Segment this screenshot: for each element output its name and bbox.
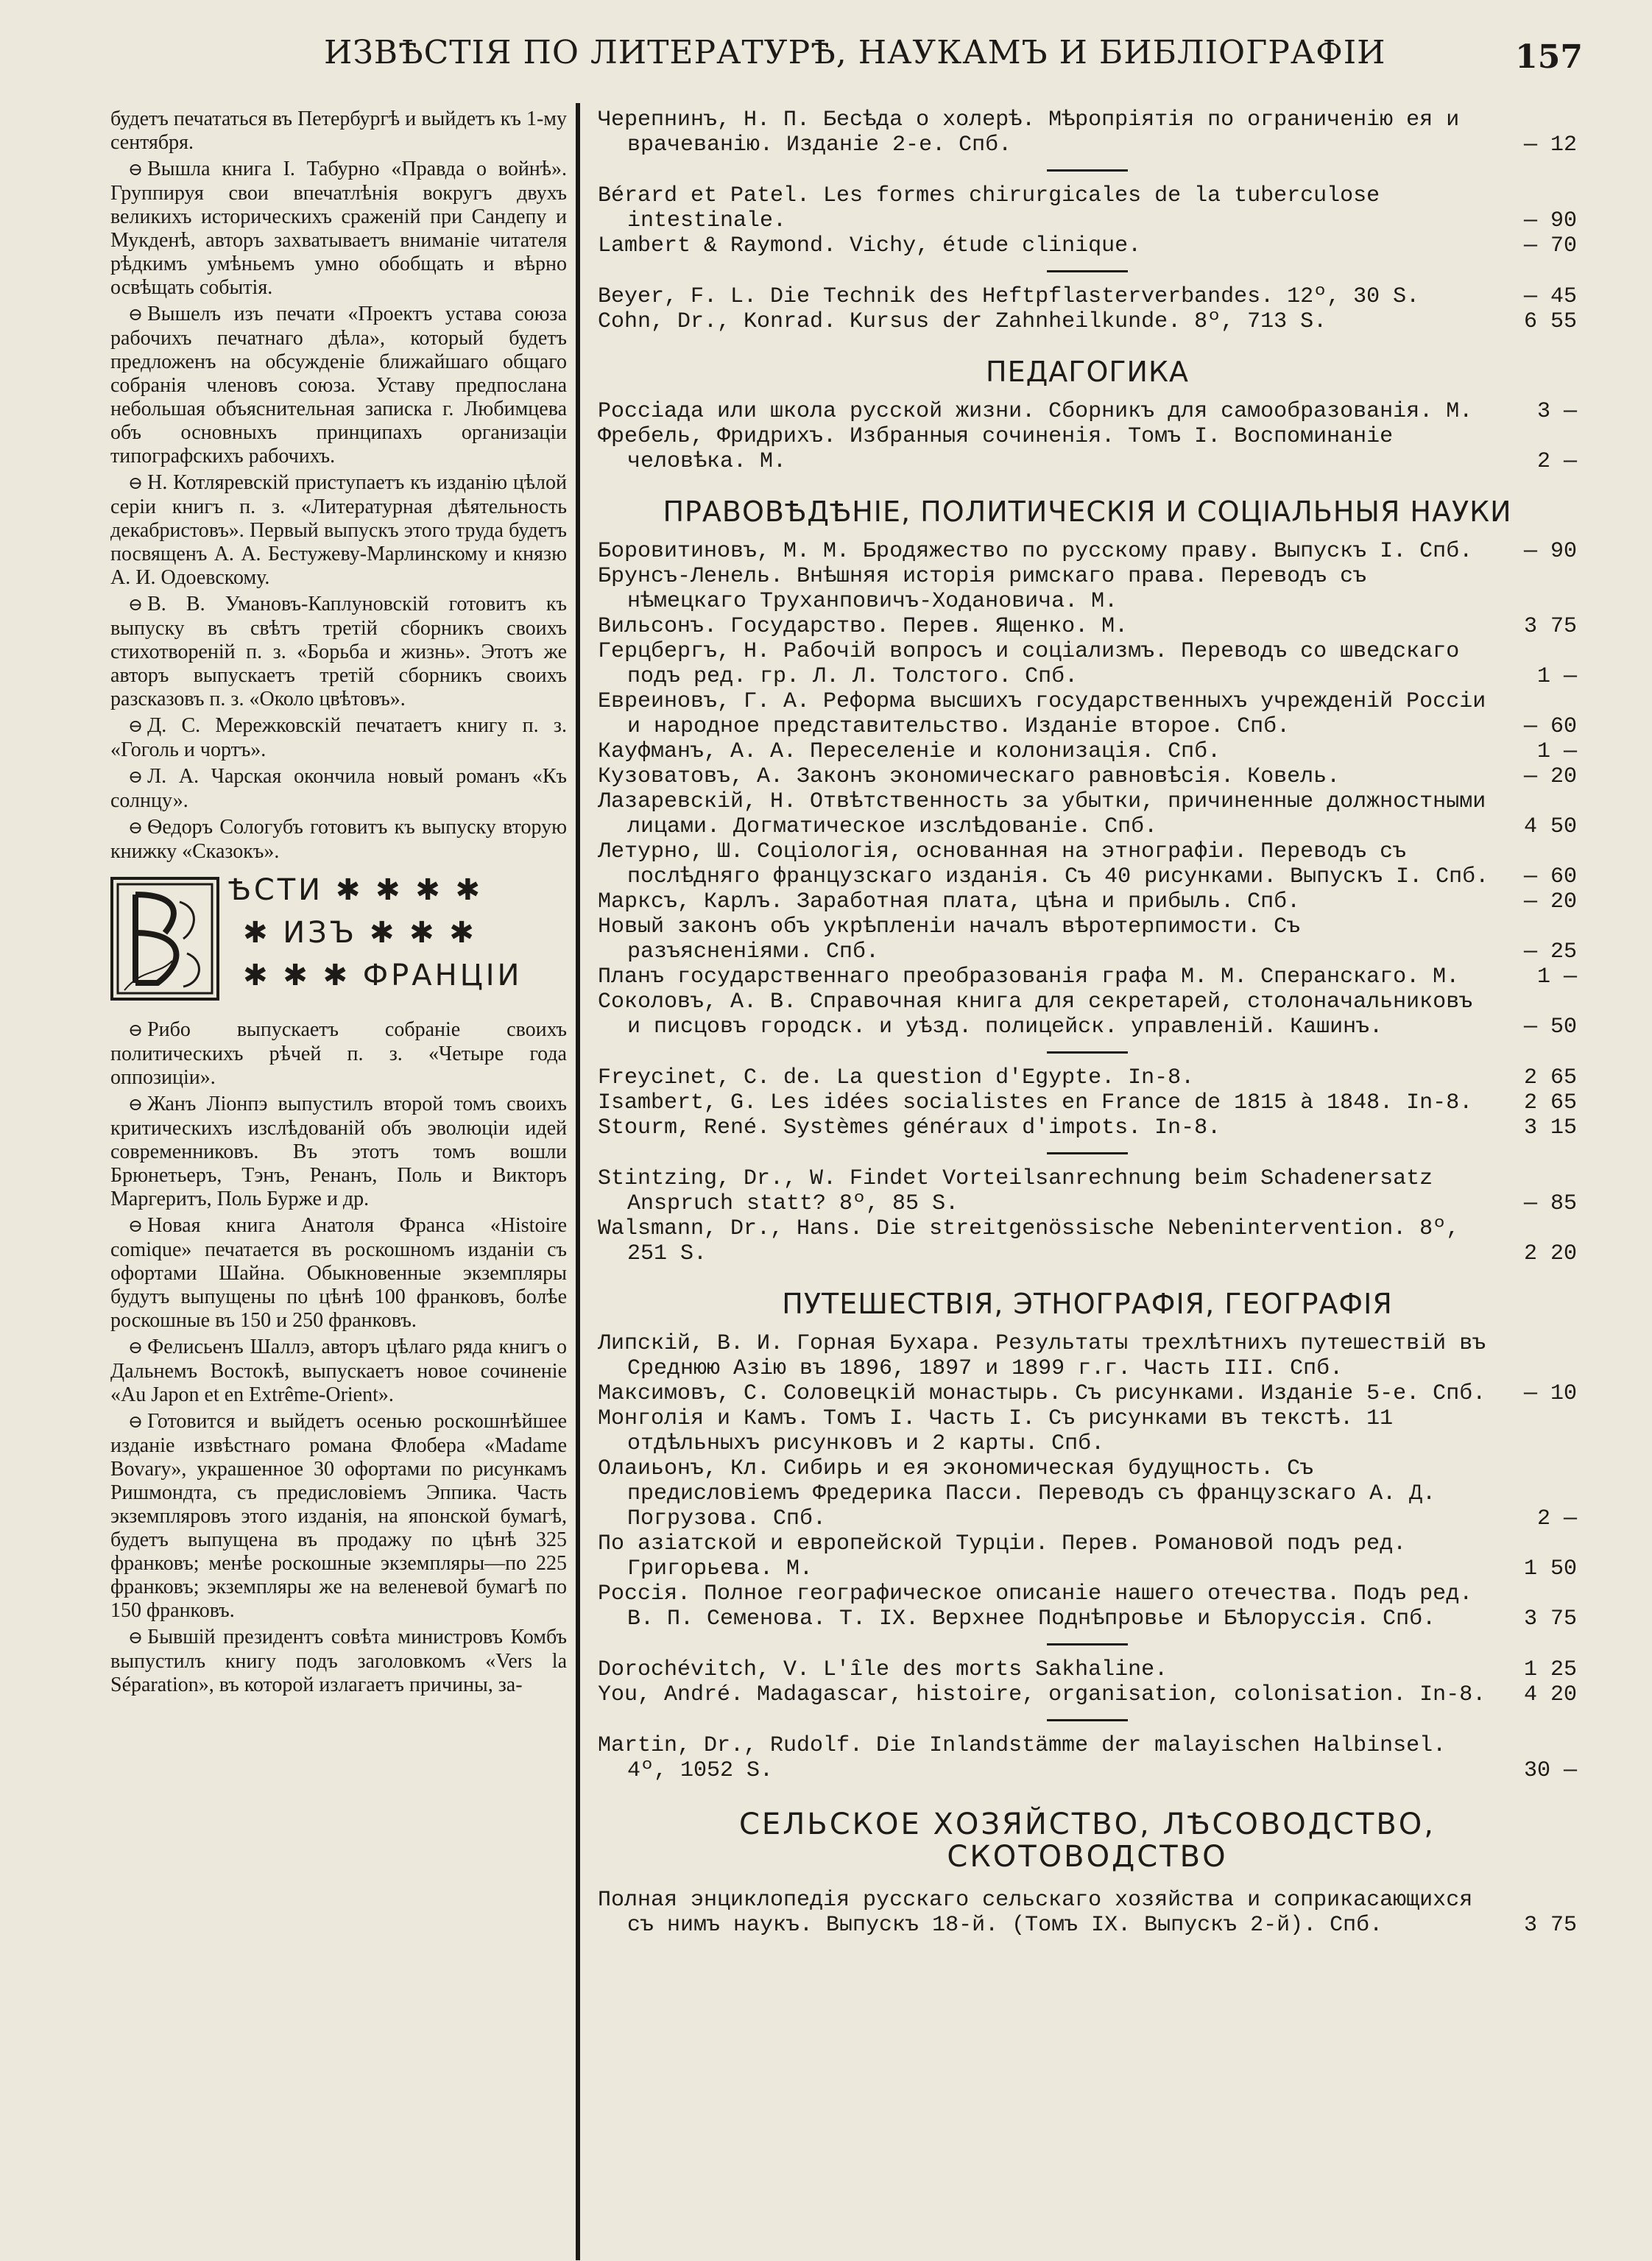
- entry-price: — 60: [1523, 864, 1577, 889]
- separator: [1047, 1152, 1128, 1154]
- book-entry: [598, 309, 1577, 334]
- page-number: 157: [1515, 38, 1583, 76]
- bullet-icon: ⊖: [128, 161, 144, 180]
- news-text: Ѳедоръ Сологубъ готовитъ къ выпуску вторую книжку «Сказокъ».: [110, 816, 567, 863]
- news-item: [110, 714, 567, 762]
- section-heading-agriculture: СЕЛЬСКОЕ ХОЗЯЙСТВО, ЛѢСОВОДСТВО, СКОТОВОДСТВО: [739, 1807, 1436, 1874]
- vesti-line-3: ✱ ✱ ✱ ФРАНЦІИ: [243, 959, 523, 992]
- entry-text: Летурно, Ш. Соціологія, основанная на этнографіи. Переводъ съ послѣдняго французскаго изданія. Съ 40 рисунками. Выпускъ І. Спб.: [598, 839, 1489, 889]
- book-entry: [598, 1090, 1577, 1115]
- entry-price: 3 75: [1523, 614, 1577, 639]
- entry-text: Максимовъ, С. Соловецкій монастырь. Съ рисунками. Изданіе 5-е. Спб.: [598, 1381, 1486, 1406]
- entry-text: Соколовъ, А. В. Справочная книга для секретарей, столоначальниковъ и писцовъ городск. и уѣзд. полицейск. управленій. Кашинъ.: [598, 990, 1473, 1040]
- news-item: [110, 1214, 567, 1333]
- entry-text: Боровитиновъ, М. М. Бродяжество по русскому праву. Выпускъ І. Спб.: [598, 539, 1473, 564]
- book-entry: [598, 789, 1577, 839]
- bullet-icon: ⊖: [128, 819, 144, 838]
- entry-text: Martin, Dr., Rudolf. Die Inlandstämme der malayischen Halbinsel. 4º, 1052 S.: [598, 1733, 1447, 1783]
- news-item: [110, 303, 567, 468]
- news-text: Новая книга Анатоля Франса «Histoire comique» печатается въ роскошномъ изданіи съ офортами Шайна. Обыкновенные экземпляры будутъ выпущены по цѣнѣ 100 франковъ, болѣе роскошные въ 150 и 250 франковъ.: [110, 1214, 567, 1332]
- book-entry: [598, 539, 1577, 564]
- book-entry: [598, 639, 1577, 689]
- entry-text: Россіада или школа русской жизни. Сборникъ для самообразованія. М.: [598, 399, 1473, 424]
- entry-price: 3 75: [1523, 1606, 1577, 1632]
- bibliography-column: [598, 107, 1577, 1938]
- news-item: [110, 1093, 567, 1211]
- book-entry: [598, 839, 1577, 889]
- book-entry: [598, 399, 1577, 424]
- book-entry: [598, 764, 1577, 789]
- entry-text: Walsmann, Dr., Hans. Die streitgenössische Nebenintervention. 8º, 251 S.: [598, 1216, 1460, 1266]
- entry-price: 3 —: [1536, 399, 1577, 424]
- news-item: [110, 158, 567, 300]
- book-entry: [598, 964, 1577, 990]
- entry-price: 6 55: [1523, 309, 1577, 334]
- book-entry: [598, 1065, 1577, 1090]
- page-header: [110, 28, 1612, 80]
- entry-price: 1 25: [1523, 1657, 1577, 1682]
- entry-price: — 10: [1523, 1381, 1577, 1406]
- entry-price: 3 75: [1523, 1913, 1577, 1938]
- entry-text: Вильсонъ. Государство. Перев. Ященко. М.: [598, 614, 1129, 639]
- entry-price: 2 65: [1523, 1090, 1577, 1115]
- book-entry: [598, 1581, 1577, 1632]
- section-heading-travel: ПУТЕШЕСТВІЯ, ЭТНОГРАФІЯ, ГЕОГРАФІЯ: [782, 1288, 1393, 1320]
- entry-text: You, André. Madagascar, histoire, organisation, colonisation. In-8.: [598, 1682, 1486, 1707]
- bullet-icon: ⊖: [128, 474, 144, 493]
- bullet-icon: ⊖: [128, 1217, 144, 1236]
- book-entry: [598, 739, 1577, 764]
- entry-text: Cohn, Dr., Konrad. Kursus der Zahnheilkunde. 8º, 713 S.: [598, 309, 1327, 334]
- entry-price: — 50: [1523, 1015, 1577, 1040]
- section-heading-pedagogy: ПЕДАГОГИКА: [986, 356, 1189, 388]
- entry-text: Bérard et Patel. Les formes chirurgicales de la tuberculose intestinale.: [598, 183, 1380, 233]
- entry-text: Брунсъ-Ленель. Внѣшняя исторія римскаго права. Переводъ съ нѣмецкаго Труханповичъ-Ходановича. М.: [598, 564, 1367, 614]
- news-text: В. В. Умановъ-Каплуновскій готовитъ къ выпуску въ свѣтъ третій сборникъ своихъ стихотвореній п. з. «Борьба и жизнь». Этотъ же авторъ выпускаетъ третій сборникъ своихъ разсказовъ п. з. «Около цвѣтовъ».: [110, 593, 567, 710]
- separator: [1047, 169, 1128, 172]
- entry-text: Черепнинъ, Н. П. Бесѣда о холерѣ. Мѣропріятія по ограниченію ея и врачеванію. Изданіе 2-е. Спб.: [598, 107, 1460, 158]
- book-entry: [598, 990, 1577, 1040]
- news-item: [110, 593, 567, 711]
- entry-text: Полная энциклопедія русскаго сельскаго хозяйства и соприкасающихся съ нимъ наукъ. Выпускъ 18-й. (Томъ IX. Выпускъ 2-й). Спб.: [598, 1888, 1473, 1938]
- book-entry: [598, 614, 1577, 639]
- entry-price: 1 —: [1536, 964, 1577, 990]
- entry-text: Липскій, В. И. Горная Бухара. Результаты трехлѣтнихъ путешествій въ Среднюю Азію въ 1896, 1897 и 1899 г.г. Часть III. Спб.: [598, 1331, 1486, 1381]
- news-text: Готовится и выйдетъ осенью роскошнѣйшее изданіе извѣстнаго романа Флобера «Madame Bovary», украшенное 30 офортами по рисункамъ Ришмондта, съ предисловіемъ Эппика. Часть экземпляровъ этого изданія, на японской бумагѣ, будетъ выпущена въ продажу по цѣнѣ 325 франковъ; менѣе роскошные экземпляры—по 225 франковъ; экземпляры же на веленевой бумагѣ по 150 франковъ.: [110, 1410, 567, 1622]
- entry-price: — 25: [1523, 939, 1577, 964]
- entry-price: 2 20: [1523, 1241, 1577, 1266]
- bullet-icon: ⊖: [128, 596, 144, 615]
- entry-price: 2 —: [1536, 1506, 1577, 1531]
- bullet-icon: ⊖: [128, 306, 144, 325]
- vesti-line-1: ѢСТИ ✱ ✱ ✱ ✱: [228, 873, 484, 907]
- entry-price: — 90: [1523, 208, 1577, 233]
- entry-price: 3 15: [1523, 1115, 1577, 1140]
- book-entry: [598, 689, 1577, 739]
- book-entry: [598, 1657, 1577, 1682]
- book-entry: [598, 1682, 1577, 1707]
- bullet-icon: ⊖: [128, 1338, 144, 1358]
- entry-price: 2 65: [1523, 1065, 1577, 1090]
- entry-price: — 12: [1523, 133, 1577, 158]
- entry-price: 1 50: [1523, 1556, 1577, 1581]
- entry-price: — 45: [1523, 284, 1577, 309]
- news-item: [110, 1018, 567, 1090]
- book-entry: [598, 284, 1577, 309]
- news-text: Вышла книга І. Табурно «Правда о войнѣ». Группируя свои впечатлѣнія вокругъ двухъ великихъ историческихъ сраженій при Сандепу и Мукденѣ, авторъ захватываетъ вниманіе читателя рѣдкимъ умѣньемъ умно обобщать и вѣрно освѣщать событія.: [110, 158, 567, 299]
- book-entry: [598, 1456, 1577, 1531]
- entry-price: — 70: [1523, 233, 1577, 258]
- entry-text: Марксъ, Карлъ. Заработная плата, цѣна и прибыль. Спб.: [598, 889, 1301, 914]
- entry-text: Кузоватовъ, А. Законъ экономическаго равновѣсія. Ковель.: [598, 764, 1341, 789]
- entry-text: Lambert & Raymond. Vichy, étude clinique.: [598, 233, 1142, 258]
- entry-text: Герцбергъ, Н. Рабочій вопросъ и соціализмъ. Переводъ со шведскаго подъ ред. гр. Л. Л. Толстого. Спб.: [598, 639, 1460, 689]
- bullet-icon: ⊖: [128, 1629, 144, 1648]
- entry-text: Isambert, G. Les idées socialistes en France de 1815 à 1848. In-8.: [598, 1090, 1473, 1115]
- column-divider: [576, 103, 580, 2260]
- book-entry: [598, 1733, 1577, 1783]
- news-text: Л. А. Чарская окончила новый романъ «Къ солнцу».: [110, 765, 567, 812]
- news-text: Рибо выпускаетъ собраніе своихъ политическихъ рѣчей п. з. «Четыре года оппозиціи».: [110, 1018, 567, 1089]
- news-item: [110, 1410, 567, 1623]
- entry-price: 4 50: [1523, 814, 1577, 839]
- separator: [1047, 1719, 1128, 1721]
- news-item: [110, 816, 567, 864]
- section-heading-law: ПРАВОВѢДѢНІЕ, ПОЛИТИЧЕСКІЯ И СОЦІАЛЬНЫЯ НАУКИ: [663, 495, 1512, 528]
- news-paragraph: будетъ печататься въ Петербургѣ и выйдетъ къ 1-му сентября.: [110, 107, 567, 154]
- bullet-icon: ⊖: [128, 1096, 144, 1115]
- entry-price: 4 20: [1523, 1682, 1577, 1707]
- bullet-icon: ⊖: [128, 768, 144, 787]
- book-entry: [598, 1115, 1577, 1140]
- bullet-icon: ⊖: [128, 1021, 144, 1040]
- entry-text: Лазаревскій, Н. Отвѣтственность за убытки, причиненные должностными лицами. Догматическое изслѣдованіе. Спб.: [598, 789, 1486, 839]
- entry-price: 1 —: [1536, 739, 1577, 764]
- entry-text: Монголія и Камъ. Томъ І. Часть І. Съ рисунками въ текстѣ. 11 отдѣльныхъ рисунковъ и 2 карты. Спб.: [598, 1406, 1394, 1456]
- entry-price: — 85: [1523, 1191, 1577, 1216]
- news-text: Д. С. Мережковскій печатаетъ книгу п. з. «Гоголь и чортъ».: [110, 714, 567, 761]
- entry-text: По азіатской и европейской Турціи. Перев. Романовой подъ ред. Григорьева. М.: [598, 1531, 1407, 1581]
- book-entry: [598, 889, 1577, 914]
- book-entry: [598, 1888, 1577, 1938]
- news-item: [110, 1336, 567, 1407]
- entry-text: Dorochévitch, V. L'île des morts Sakhaline.: [598, 1657, 1168, 1682]
- entry-text: Планъ государственнаго преобразованія графа М. М. Сперанскаго. М.: [598, 964, 1460, 990]
- entry-text: Кауфманъ, А. А. Переселеніе и колонизація. Спб.: [598, 739, 1221, 764]
- running-title: ИЗВѢСТІЯ ПО ЛИТЕРАТУРѢ, НАУКАМЪ И БИБЛІОГРАФІИ: [324, 34, 1386, 71]
- ornamental-initial-icon: [110, 877, 219, 1001]
- entry-price: 2 —: [1536, 449, 1577, 474]
- entry-price: 30 —: [1523, 1758, 1577, 1783]
- entry-price: — 60: [1523, 714, 1577, 739]
- news-item: [110, 1626, 567, 1697]
- entry-text: Stintzing, Dr., W. Findet Vorteilsanrechnung beim Schadenersatz Anspruch statt? 8º, 85 S.: [598, 1166, 1433, 1216]
- entry-text: Фребель, Фридрихъ. Избранныя сочиненія. Томъ І. Воспоминаніе человѣка. М.: [598, 424, 1394, 474]
- news-item: [110, 765, 567, 813]
- entry-price: — 20: [1523, 764, 1577, 789]
- bullet-icon: ⊖: [128, 717, 144, 736]
- book-entry: [598, 1331, 1577, 1381]
- book-entry: [598, 183, 1577, 233]
- book-entry: [598, 914, 1577, 964]
- entry-text: Новый законъ объ укрѣпленіи началъ вѣротерпимости. Съ разъясненіями. Спб.: [598, 914, 1301, 964]
- book-entry: [598, 1381, 1577, 1406]
- bullet-icon: ⊖: [128, 1413, 144, 1432]
- entry-text: Stourm, René. Systèmes généraux d'impots. In-8.: [598, 1115, 1221, 1140]
- separator: [1047, 1051, 1128, 1054]
- entry-text: Олаиьонъ, Кл. Сибирь и ея экономическая будущность. Съ предисловіемъ Фредерика Пасси. Переводъ съ французскаго А. Д. Погрузова. Спб.: [598, 1456, 1436, 1531]
- separator: [1047, 1643, 1128, 1646]
- news-column: [110, 107, 567, 1700]
- news-text: Бывшій президентъ совѣта министровъ Комбъ выпустилъ книгу подъ заголовкомъ «Vers la Séparation», въ которой излагаетъ причины, за-: [110, 1626, 567, 1696]
- vesti-line-2: ✱ ИЗЪ ✱ ✱ ✱: [243, 916, 477, 950]
- book-entry: [598, 1216, 1577, 1266]
- book-entry: [598, 107, 1577, 158]
- entry-text: Freycinet, C. de. La question d'Egypte. In-8.: [598, 1065, 1195, 1090]
- news-text: Вышелъ изъ печати «Проектъ устава союза рабочихъ печатнаго дѣла», который будетъ предложенъ на обсужденіе ближайшаго общаго собранія членовъ союза. Уставу предпослана небольшая объяснительная записка г. Любимцева объ основныхъ принципахъ организаціи типографскихъ рабочихъ.: [110, 303, 567, 468]
- entry-price: — 90: [1523, 539, 1577, 564]
- ornament-graphic: [113, 880, 216, 998]
- book-entry: [598, 233, 1577, 258]
- entry-text: Beyer, F. L. Die Technik des Heftpflasterverbandes. 12º, 30 S.: [598, 284, 1420, 309]
- entry-text: Россія. Полное географическое описаніе нашего отечества. Подъ ред. В. П. Семенова. Т. IX. Верхнее Поднѣпровье и Бѣлоруссія. Спб.: [598, 1581, 1473, 1632]
- separator: [1047, 270, 1128, 272]
- entry-text: Евреиновъ, Г. А. Реформа высшихъ государственныхъ учрежденій Россіи и народное представительство. Изданіе второе. Спб.: [598, 689, 1486, 739]
- book-entry: [598, 1531, 1577, 1581]
- entry-price: — 20: [1523, 889, 1577, 914]
- news-text: Н. Котляревскій приступаетъ къ изданію цѣлой серіи книгъ п. з. «Литературная дѣятельность декабристовъ». Первый выпускъ этого труда будетъ посвященъ А. А. Бестужеву-Марлинскому и князю А. И. Одоевскому.: [110, 471, 567, 589]
- book-entry: [598, 564, 1577, 614]
- book-entry: [598, 1166, 1577, 1216]
- news-text: Жанъ Ліонпэ выпустилъ второй томъ своихъ критическихъ изслѣдованій объ эволюціи идей современниковъ. Въ этотъ томъ вошли Брюнетьеръ, Тэнъ, Ренанъ, Поль и Викторъ Маргеритъ, Поль Бурже и др.: [110, 1093, 567, 1210]
- book-entry: [598, 1406, 1577, 1456]
- news-item: [110, 471, 567, 590]
- news-text: Фелисьенъ Шаллэ, авторъ цѣлаго ряда книгъ о Дальнемъ Востокѣ, выпускаетъ новое сочиненіе «Au Japon et en Extrême-Orient».: [110, 1336, 567, 1406]
- vesti-iz-francii-heading: [110, 873, 567, 1006]
- entry-price: 1 —: [1536, 664, 1577, 689]
- book-entry: [598, 424, 1577, 474]
